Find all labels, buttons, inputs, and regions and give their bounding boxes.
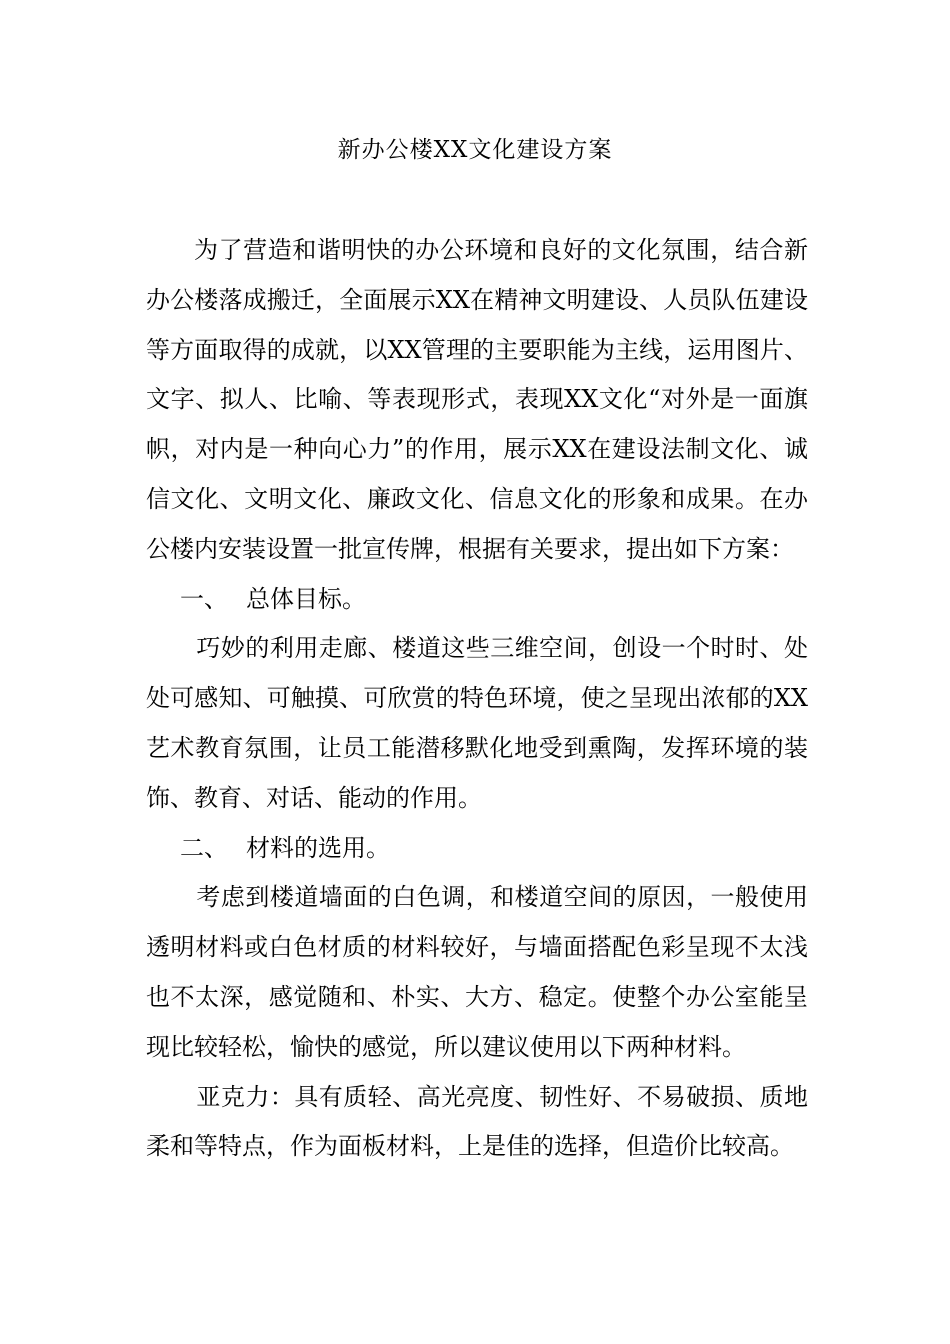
document-body — [146, 226, 808, 1172]
section-2-paragraph-2: 亚克力：具有质轻、高光亮度、韧性好、不易破损、质地柔和等特点，作为面板材料，上是佳的选择，但造价比较高。 — [146, 1082, 808, 1161]
section-heading-2 — [146, 824, 808, 874]
section-title-1: 总体目标。 — [246, 584, 366, 613]
section-title-2: 材料的选用。 — [246, 833, 390, 862]
section-heading-1 — [146, 575, 808, 625]
section-number-2: 二、 — [180, 833, 228, 862]
document-title: 新办公楼XX文化建设方案 — [337, 137, 613, 163]
intro-paragraph: 为了营造和谐明快的办公环境和良好的文化氛围，结合新办公楼落成搬迁，全面展示XX在精神文明建设、人员队伍建设等方面取得的成就，以XX管理的主要职能为主线，运用图片、文字、拟人、比喻、等表现形式，表现XX文化“对外是一面旗帜，对内是一种向心力”的作用，展示XX在建设法制文化、诚信文化、文明文化、廉政文化、信息文化的形象和成果。在办公楼内安装设置一批宣传牌，根据有关要求，提出如下方案： — [146, 236, 808, 563]
section-number-1: 一、 — [180, 584, 228, 613]
section-2-paragraph-1: 考虑到楼道墙面的白色调，和楼道空间的原因，一般使用透明材料或白色材质的材料较好，与墙面搭配色彩呈现不太浅也不太深，感觉随和、朴实、大方、稳定。使整个办公室能呈现比较轻松，愉快的感觉，所以建议使用以下两种材料。 — [146, 883, 808, 1061]
section-1-paragraph: 巧妙的利用走廊、楼道这些三维空间，创设一个时时、处处可感知、可触摸、可欣赏的特色环境，使之呈现出浓郁的XX艺术教育氛围，让员工能潜移默化地受到熏陶，发挥环境的装饰、教育、对话、能动的作用。 — [146, 634, 808, 812]
